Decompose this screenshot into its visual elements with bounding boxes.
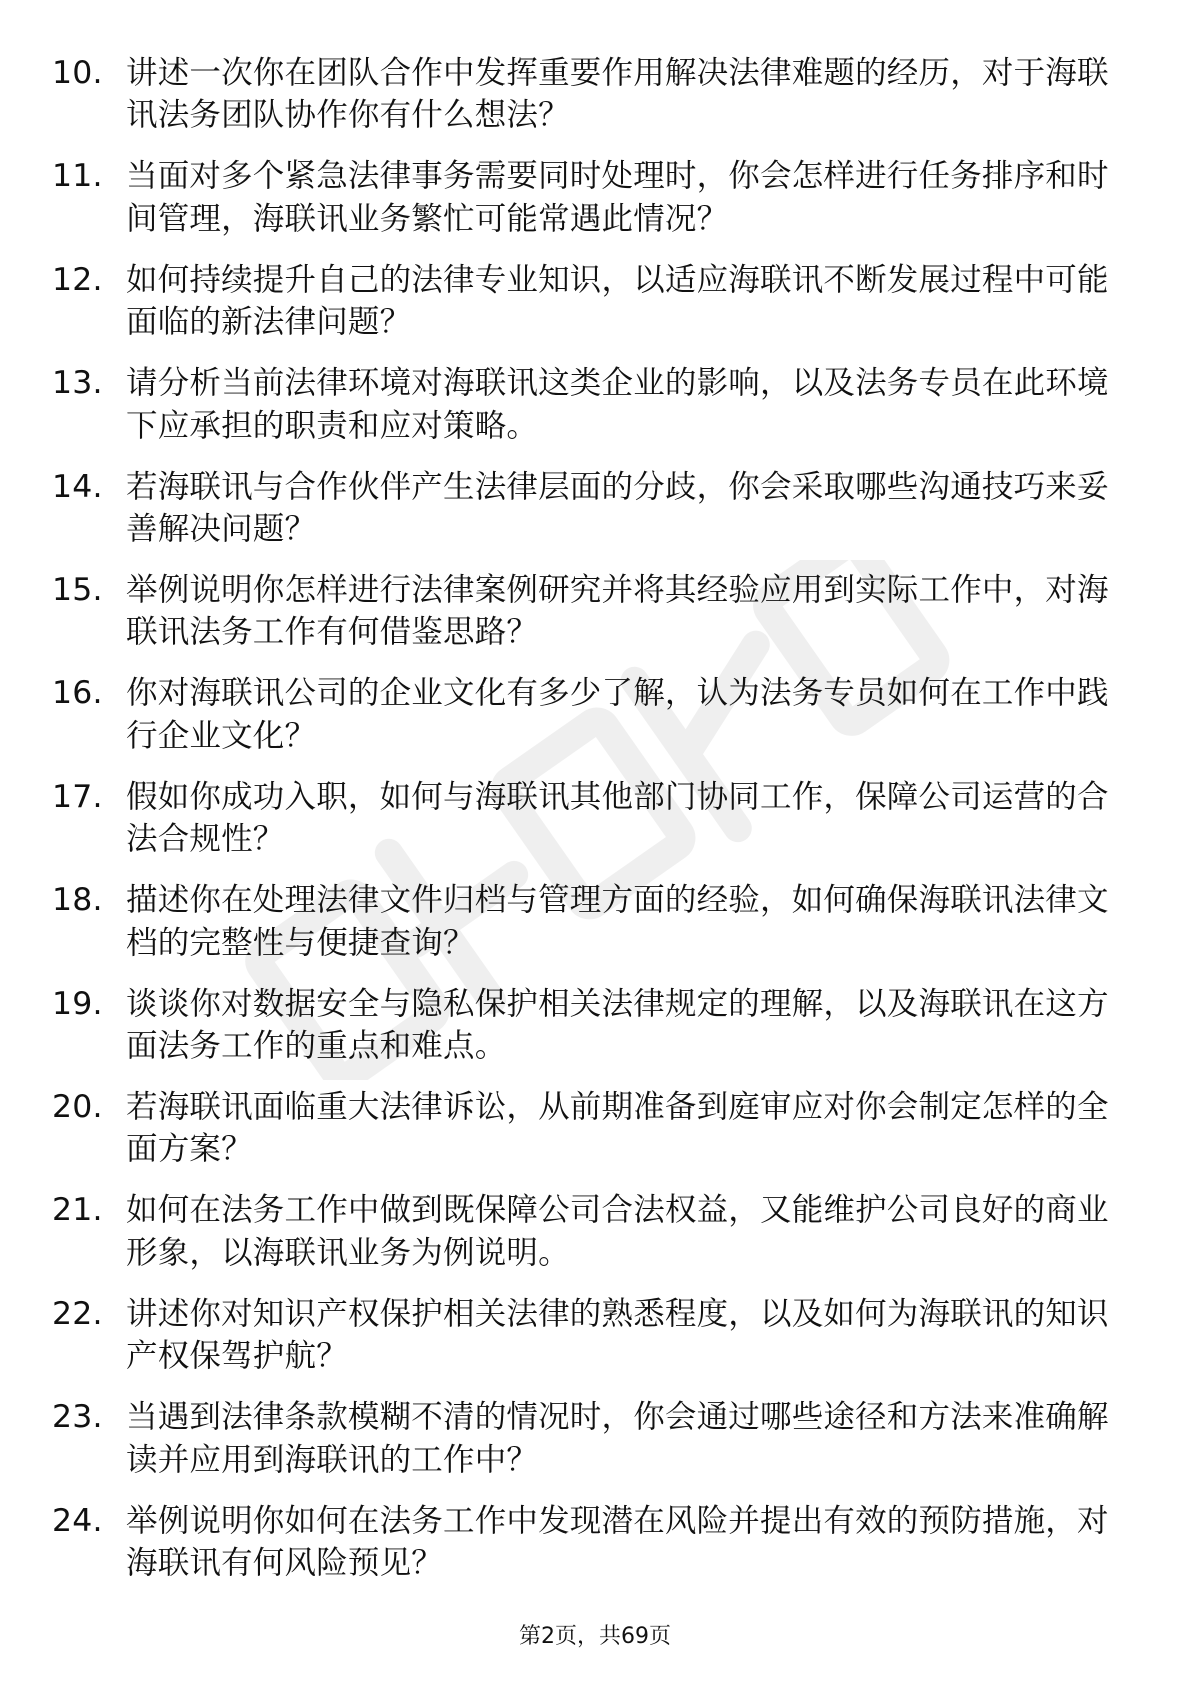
question-text: 若海联讯与合作伙伴产生法律层面的分歧，你会采取哪些沟通技巧来妥善解决问题？ <box>126 468 1109 548</box>
question-item <box>52 1189 1112 1274</box>
question-item <box>52 1086 1112 1171</box>
question-list <box>52 52 1112 1603</box>
question-text: 谈谈你对数据安全与隐私保护相关法律规定的理解，以及海联讯在这方面法务工作的重点和难点。 <box>126 985 1109 1065</box>
question-text: 举例说明你如何在法务工作中发现潜在风险并提出有效的预防措施，对海联讯有何风险预见？ <box>126 1502 1109 1582</box>
question-item <box>52 466 1112 551</box>
question-number: 17. <box>52 778 103 815</box>
question-text: 讲述你对知识产权保护相关法律的熟悉程度，以及如何为海联讯的知识产权保驾护航？ <box>126 1295 1109 1375</box>
question-text: 请分析当前法律环境对海联讯这类企业的影响，以及法务专员在此环境下应承担的职责和应对策略。 <box>126 365 1109 444</box>
question-text: 假如你成功入职，如何与海联讯其他部门协同工作，保障公司运营的合法合规性？ <box>126 778 1109 858</box>
question-number: 19. <box>52 985 103 1022</box>
question-item <box>52 155 1112 240</box>
question-number: 14. <box>52 468 103 505</box>
question-item <box>52 259 1112 344</box>
question-text: 如何在法务工作中做到既保障公司合法权益，又能维护公司良好的商业形象，以海联讯业务为例说明。 <box>126 1192 1109 1271</box>
question-number: 22. <box>52 1295 103 1332</box>
question-item <box>52 52 1112 137</box>
question-number: 24. <box>52 1502 103 1539</box>
question-item <box>52 672 1112 757</box>
question-number: 18. <box>52 882 103 919</box>
question-number: 12. <box>52 261 103 298</box>
question-text: 如何持续提升自己的法律专业知识，以适应海联讯不断发展过程中可能面临的新法律问题？ <box>126 261 1109 341</box>
question-item <box>52 776 1112 861</box>
question-text: 讲述一次你在团队合作中发挥重要作用解决法律难题的经历，对于海联讯法务团队协作你有什么想法？ <box>126 55 1109 134</box>
question-number: 11. <box>52 158 103 195</box>
page-footer: 第2页，共69页 <box>519 1624 671 1649</box>
question-item <box>52 569 1112 654</box>
question-item <box>52 879 1112 964</box>
question-number: 20. <box>52 1089 103 1126</box>
question-number: 10. <box>52 55 103 91</box>
question-number: 13. <box>52 365 103 402</box>
question-item <box>52 1500 1112 1585</box>
question-text: 若海联讯面临重大法律诉讼，从前期准备到庭审应对你会制定怎样的全面方案？ <box>126 1089 1109 1168</box>
question-number: 16. <box>52 675 103 712</box>
question-item <box>52 1293 1112 1378</box>
question-text: 描述你在处理法律文件归档与管理方面的经验，如何确保海联讯法律文档的完整性与便捷查询？ <box>126 882 1109 961</box>
question-number: 15. <box>52 572 103 609</box>
question-text: 你对海联讯公司的企业文化有多少了解，认为法务专员如何在工作中践行企业文化？ <box>126 675 1109 754</box>
question-item <box>52 362 1112 447</box>
question-text: 当面对多个紧急法律事务需要同时处理时，你会怎样进行任务排序和时间管理，海联讯业务繁忙可能常遇此情况？ <box>126 158 1109 237</box>
question-text: 当遇到法律条款模糊不清的情况时，你会通过哪些途径和方法来准确解读并应用到海联讯的工作中？ <box>126 1399 1109 1478</box>
question-number: 23. <box>52 1399 103 1436</box>
question-item <box>52 1396 1112 1481</box>
question-item <box>52 983 1112 1068</box>
question-text: 举例说明你怎样进行法律案例研究并将其经验应用到实际工作中，对海联讯法务工作有何借鉴思路？ <box>126 572 1109 651</box>
question-number: 21. <box>52 1192 103 1229</box>
